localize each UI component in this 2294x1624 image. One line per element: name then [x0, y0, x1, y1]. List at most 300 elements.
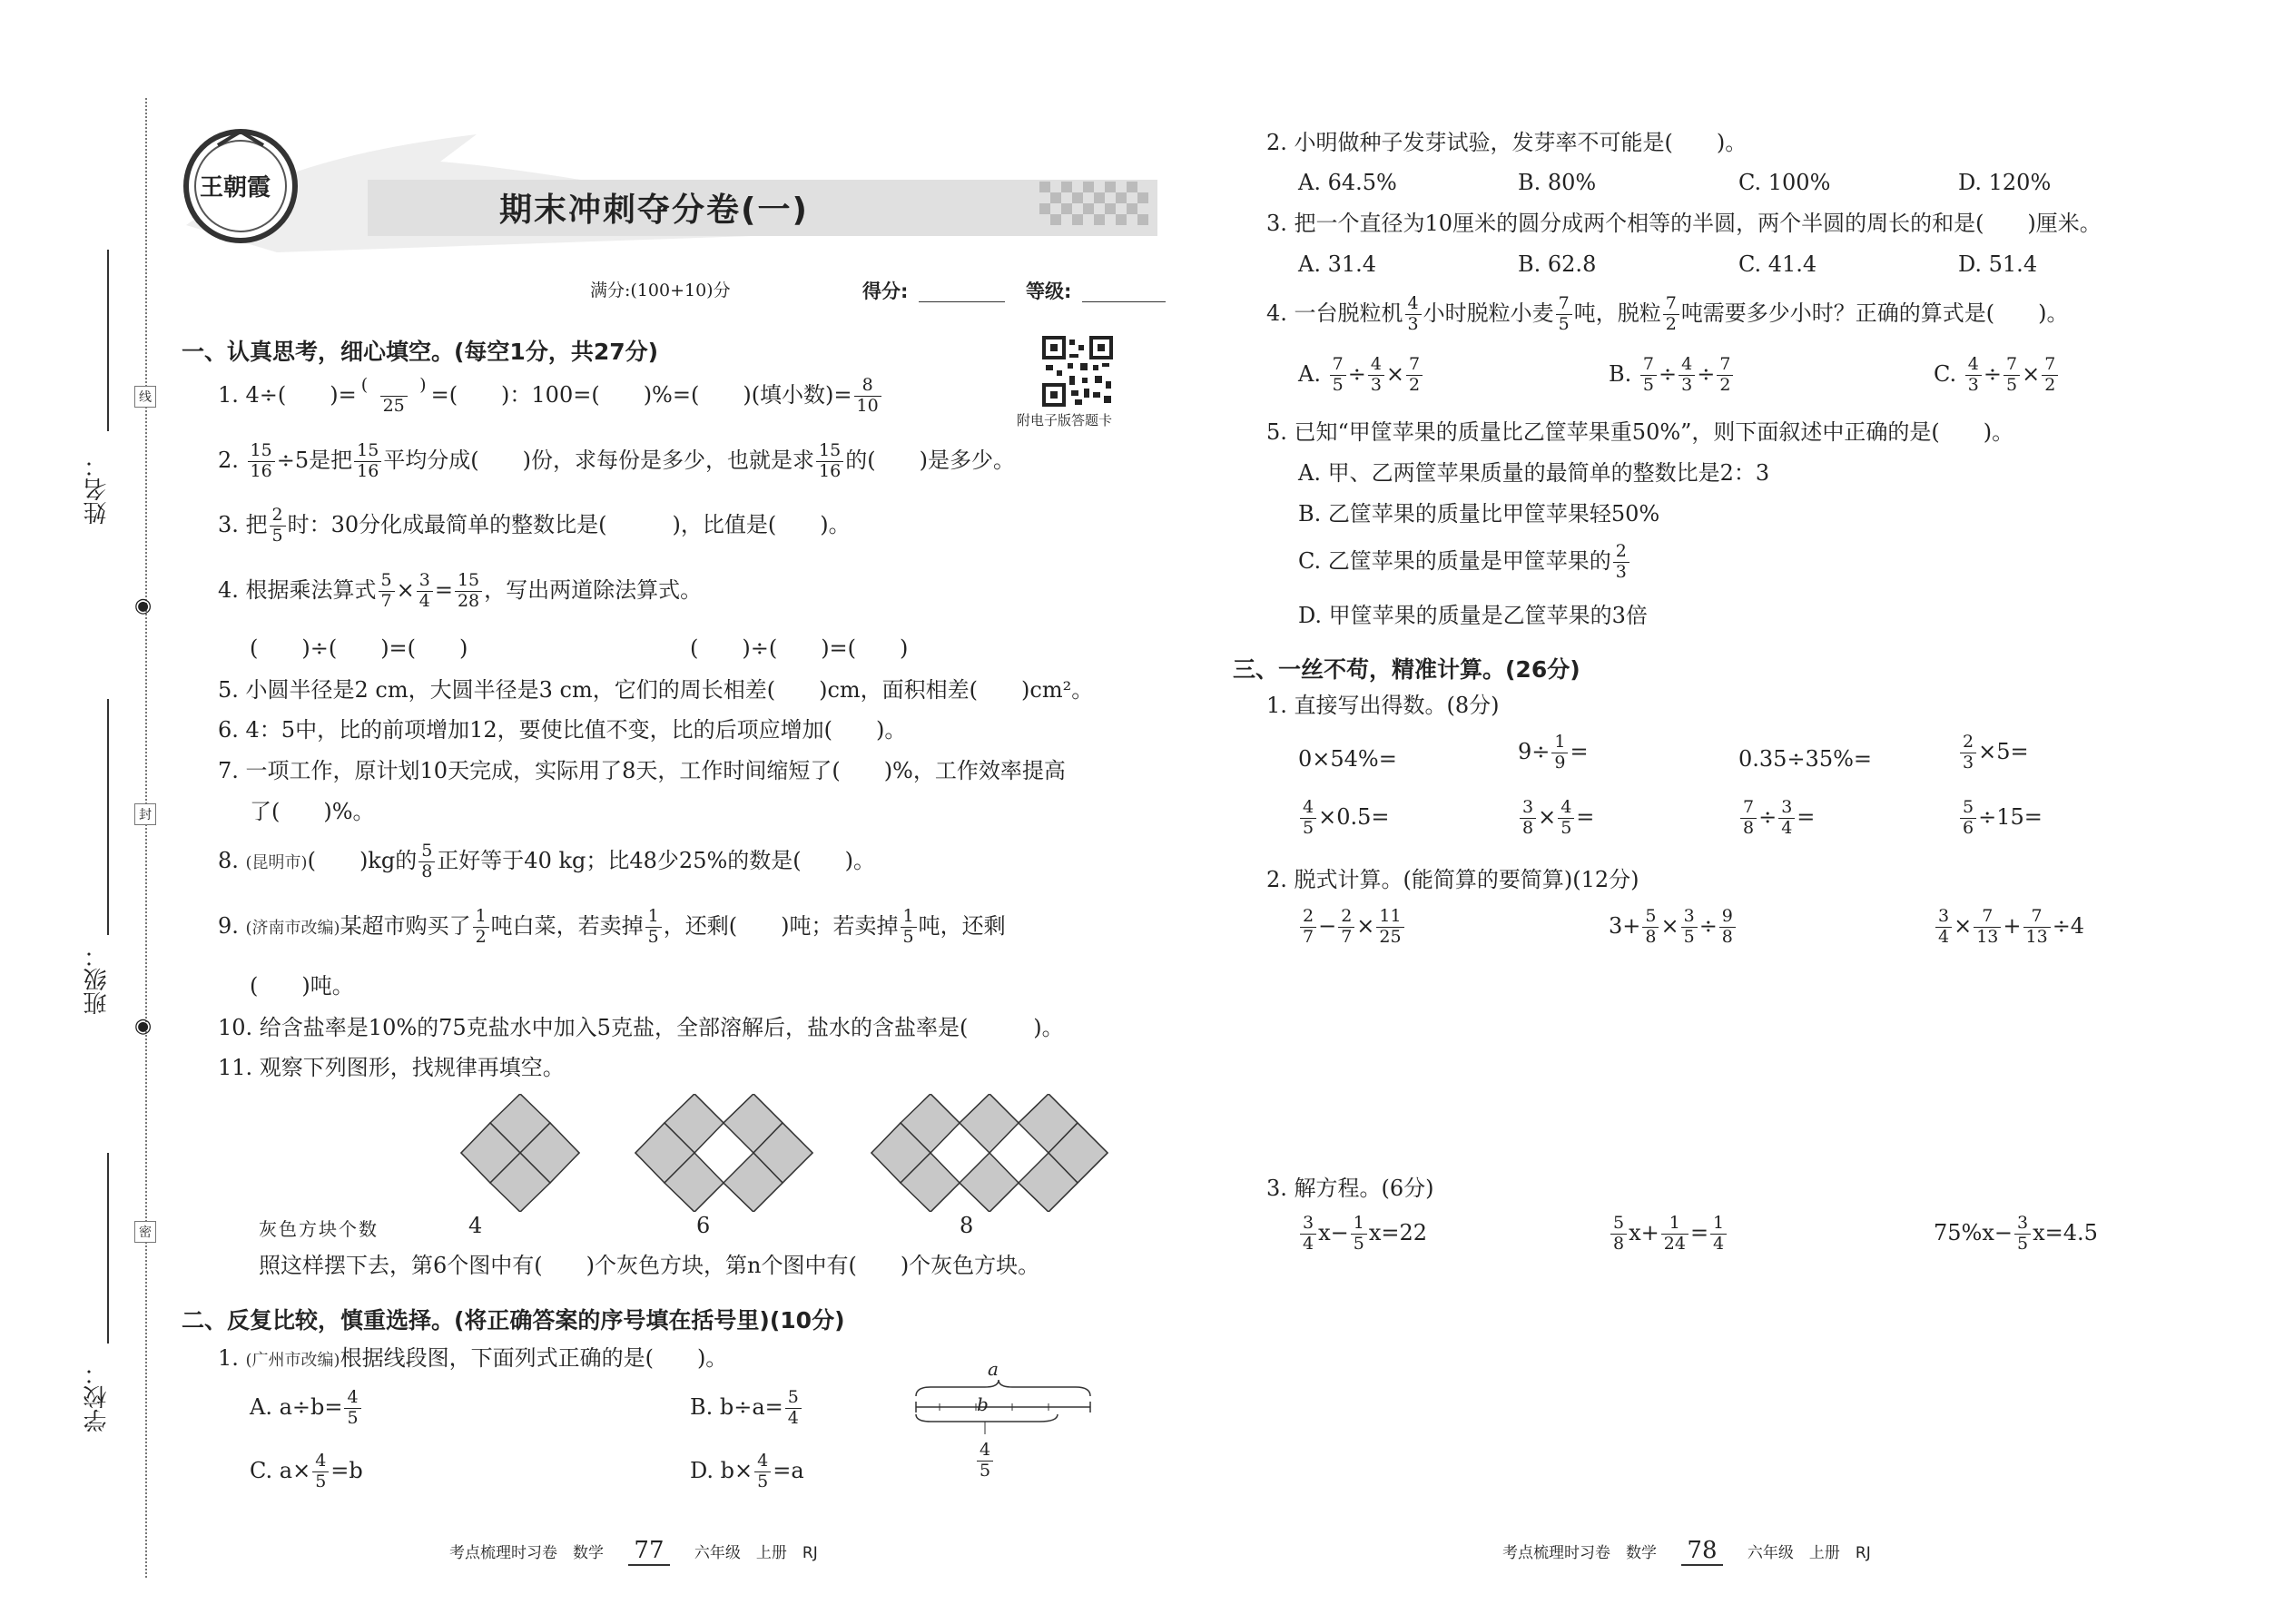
q1-text-b: =( )：100=( )%=( )(填小数)= — [430, 381, 852, 408]
name-label: 姓名： — [84, 454, 111, 525]
fraction — [1740, 799, 1757, 838]
fraction — [1661, 1215, 1689, 1254]
s2-question-4 — [1266, 295, 2069, 334]
frac-den: 3 — [1368, 375, 1384, 395]
fraction — [1330, 356, 1346, 395]
fraction — [901, 908, 917, 947]
frac-num: 7 — [1743, 797, 1755, 817]
fraction — [1558, 799, 1574, 838]
s3-part-1-title: 1. 直接写出得数。(8分) — [1266, 693, 1500, 718]
fraction — [1520, 799, 1536, 838]
equation-3[interactable] — [1934, 1215, 2098, 1254]
op: ÷4 — [2052, 912, 2085, 939]
fraction — [1405, 295, 1422, 334]
frac-num: 5 — [1613, 1213, 1625, 1233]
frac-den: 5 — [2014, 1234, 2031, 1254]
frac-den: 2 — [1406, 375, 1423, 395]
option-text: A. a÷b= — [250, 1393, 343, 1420]
calc-item[interactable]: 0×54%= — [1298, 746, 1397, 772]
s2q2-option-d[interactable]: D. 120% — [1958, 170, 2052, 195]
binding-hole-icon: ◉ — [134, 595, 153, 617]
frac-num: 4 — [315, 1451, 327, 1471]
question-7-line2: 了( )%。 — [250, 799, 375, 824]
calc-text: ×0.5= — [1318, 803, 1390, 830]
frac-num: 3 — [1522, 797, 1534, 817]
frac-num: 7 — [1558, 293, 1570, 313]
option-b[interactable] — [690, 1389, 803, 1428]
frac-den: 25 — [1376, 927, 1403, 947]
q-text: 3. 把 — [218, 511, 268, 537]
calc-item[interactable] — [1518, 733, 1589, 773]
frac-num: 4 — [980, 1440, 991, 1460]
fraction — [1610, 1215, 1627, 1254]
calc-item[interactable] — [1958, 733, 2029, 773]
fraction — [785, 1389, 802, 1428]
frac-den: 5 — [270, 526, 286, 546]
frac-num: 4 — [1303, 797, 1314, 817]
q-text: ( )kg的 — [307, 847, 418, 873]
op: ÷ — [1659, 360, 1678, 387]
fraction — [754, 1452, 771, 1491]
frac-num: 1 — [1669, 1213, 1680, 1233]
op: ÷ — [1698, 912, 1718, 939]
op: × — [1660, 912, 1679, 939]
fraction — [1960, 799, 1976, 838]
frac-num: 4 — [757, 1451, 769, 1471]
op: × — [396, 576, 415, 603]
q-text: 吨需要多少小时？正确的算式是( )。 — [1680, 300, 2069, 326]
equation-2[interactable] — [1609, 1215, 1728, 1254]
answer-line-2[interactable]: ( )÷( )=( ) — [690, 635, 909, 661]
op: ÷ — [1758, 803, 1777, 830]
option-text: B. b÷a= — [690, 1393, 783, 1420]
frac-num: 4 — [347, 1387, 359, 1407]
question-11-tail: 照这样摆下去，第6个图中有( )个灰色方块，第n个图中有( )个灰色方块。 — [259, 1253, 1040, 1278]
frac-num: 4 — [1561, 797, 1572, 817]
q-text: 根据线段图，下面列式正确的是( )。 — [340, 1345, 728, 1371]
frac-num: 1 — [902, 906, 914, 926]
frac-den: 5 — [312, 1471, 329, 1491]
class-label: 班级： — [84, 944, 111, 1015]
frac-den: 2 — [2042, 375, 2058, 395]
frac-den: 8 — [1719, 927, 1736, 947]
section3-heading: 三、一丝不苟，精准计算。(26分) — [1233, 656, 1580, 683]
frac-den: 5 — [1556, 314, 1572, 334]
fraction — [344, 1389, 360, 1428]
fraction — [248, 442, 275, 481]
fraction — [645, 908, 662, 947]
frac-den: 5 — [1351, 1234, 1367, 1254]
s2q2-option-a[interactable]: A. 64.5% — [1298, 170, 1397, 195]
frac-den: 24 — [1661, 1234, 1689, 1254]
grade-blank[interactable] — [1082, 301, 1166, 302]
footer-left — [449, 1537, 818, 1564]
fraction — [1551, 733, 1568, 773]
frac-num: 5 — [421, 841, 433, 861]
pattern-figures — [399, 1094, 1144, 1212]
frac-num: 2 — [1963, 732, 1974, 752]
question-4 — [218, 572, 702, 611]
option-text: =b — [330, 1457, 363, 1483]
fraction — [473, 908, 489, 947]
s2q5-option-d[interactable]: D. 甲筐苹果的质量是乙筐苹果的3倍 — [1298, 603, 1648, 628]
score-label: 得分: — [862, 281, 909, 302]
frac-den: 13 — [2023, 927, 2051, 947]
frac-num: 3 — [1938, 906, 1950, 926]
frac-den: 4 — [1778, 818, 1795, 838]
frac-den: 2 — [473, 927, 489, 947]
fraction — [1681, 908, 1698, 947]
s2q5-option-a[interactable]: A. 甲、乙两筐苹果质量的最简单的整数比是2：3 — [1298, 460, 1770, 486]
answer-line-1[interactable]: ( )÷( )=( ) — [250, 635, 468, 661]
q-text: 某超市购买了 — [340, 912, 471, 939]
section1-heading: 一、认真思考，细心填空。(每空1分，共27分) — [182, 339, 659, 365]
frac-den: 4 — [417, 591, 433, 611]
op: ÷ — [1347, 360, 1366, 387]
page-title: 期末冲刺夺分卷(一) — [499, 192, 809, 229]
eq-text: 75%x− — [1934, 1219, 2013, 1245]
score-blank[interactable] — [919, 301, 1005, 302]
calc-item[interactable] — [1738, 799, 1815, 838]
frac-num: 2 — [1615, 541, 1627, 561]
pattern-count-3: 8 — [960, 1213, 974, 1238]
op: ÷ — [1697, 360, 1716, 387]
frac-num: 1 — [475, 906, 487, 926]
frac-den: 8 — [1642, 927, 1659, 947]
frac-num: 3 — [1683, 906, 1695, 926]
segment-label-a: a — [988, 1358, 999, 1380]
calc-text: 9÷ — [1518, 738, 1551, 764]
frac-num: 5 — [1645, 906, 1657, 926]
footer-text: 六年级 上册 RJ — [1747, 1544, 1871, 1562]
calc-item[interactable] — [1958, 799, 2043, 838]
full-score: 满分:(100+10)分 — [590, 281, 731, 300]
frac-num: 3 — [418, 570, 430, 590]
frac-num: 1 — [647, 906, 659, 926]
frac-den: 5 — [1300, 818, 1316, 838]
frac-den: 16 — [354, 461, 381, 481]
calc-text: ÷15= — [1978, 803, 2043, 830]
frac-num: 7 — [1332, 354, 1344, 374]
seal-box-bottom: 密 — [134, 1221, 156, 1243]
fraction — [1351, 1215, 1367, 1254]
frac-num: 15 — [457, 570, 480, 590]
op: × — [1954, 912, 1973, 939]
calc-item[interactable]: 0.35÷35%= — [1738, 746, 1872, 772]
fraction — [1556, 295, 1572, 334]
footer-text: 六年级 上册 RJ — [694, 1544, 818, 1562]
frac-den: 5 — [1640, 375, 1657, 395]
frac-den: 5 — [901, 927, 917, 947]
s3-part-2-title: 2. 脱式计算。(能简算的要简算)(12分) — [1266, 867, 1639, 892]
q-text: ÷5是把 — [276, 447, 353, 473]
q-text: 吨白菜，若卖掉 — [490, 912, 644, 939]
frac-den: 4 — [1300, 1234, 1316, 1254]
fraction — [312, 1452, 329, 1491]
s2q5-option-c[interactable] — [1298, 543, 1631, 582]
fraction — [1679, 356, 1695, 395]
qr-caption: 附电子版答题卡 — [1017, 412, 1113, 428]
frac-den: 4 — [785, 1408, 802, 1428]
question-9 — [218, 908, 1006, 947]
frac-den: 28 — [455, 591, 482, 611]
question-7-line1: 7. 一项工作，原计划10天完成，实际用了8天，工作时间缩短了( )%，工作效率提高 — [218, 758, 1066, 783]
fraction — [1965, 356, 1982, 395]
s2q5-option-b[interactable]: B. 乙筐苹果的质量比甲筐苹果轻50% — [1298, 501, 1660, 527]
s2q2-option-b[interactable]: B. 80% — [1518, 170, 1597, 195]
frac-num: 5 — [380, 570, 392, 590]
fraction — [977, 1442, 993, 1481]
fraction[interactable]: ( ) 25 — [360, 375, 427, 416]
pattern-count-2: 6 — [696, 1213, 711, 1238]
frac-num: 7 — [1719, 354, 1731, 374]
frac-num: 7 — [2031, 906, 2043, 926]
eq-text: x=4.5 — [2033, 1219, 2098, 1245]
q-text: ，还剩( )吨；若卖掉 — [663, 912, 899, 939]
q-text: 4. 根据乘法算式 — [218, 576, 377, 603]
frac-num: 15 — [250, 440, 272, 460]
school-underline — [107, 1153, 109, 1343]
fraction — [1406, 356, 1423, 395]
footer-text: 考点梳理时习卷 数学 — [1502, 1544, 1657, 1562]
frac-den: 8 — [1610, 1234, 1627, 1254]
school-label: 学校： — [84, 1362, 111, 1432]
fraction — [1368, 356, 1384, 395]
seal-box-top: 线 — [134, 386, 156, 408]
q-text: ，写出两道除法算式。 — [484, 576, 703, 603]
question-1 — [218, 377, 883, 416]
frac-num: 7 — [1642, 354, 1654, 374]
frac-num: 5 — [787, 1387, 799, 1407]
frac-num: 3 — [1781, 797, 1793, 817]
frac-den: 8 — [418, 861, 435, 881]
frac-den: 8 — [1520, 818, 1536, 838]
calc-text: = — [1570, 738, 1589, 764]
op: × — [2022, 360, 2041, 387]
frac-num: 7 — [1982, 906, 1994, 926]
segment-label-b: b — [977, 1393, 989, 1415]
frac-den: 13 — [1974, 927, 2001, 947]
question-2 — [218, 442, 1015, 481]
fraction — [417, 572, 433, 611]
question-9-line2: ( )吨。 — [250, 973, 354, 999]
op: × — [1356, 912, 1375, 939]
question-8 — [218, 842, 875, 881]
segment-fraction — [975, 1442, 995, 1481]
frac-den: 9 — [1551, 753, 1568, 773]
frac-den: 3 — [1613, 562, 1629, 582]
fraction — [1613, 543, 1629, 582]
option-text: C. a× — [250, 1457, 311, 1483]
qr-code[interactable] — [1042, 336, 1113, 407]
q-num: 8. — [218, 847, 246, 873]
grade-label: 等级: — [1026, 281, 1072, 302]
frac-num: 4 — [1407, 293, 1419, 313]
question-6: 6. 4：5中，比的前项增加12，要使比值不变，比的后项应增加( )。 — [218, 717, 907, 743]
eq-text: x=22 — [1368, 1219, 1428, 1245]
fraction — [2023, 908, 2051, 947]
frac-num: 2 — [1303, 906, 1314, 926]
option-a[interactable] — [250, 1389, 363, 1428]
fraction — [418, 842, 435, 881]
q-text: 的( )是多少。 — [845, 447, 1015, 473]
frac-num: 4 — [1967, 354, 1979, 374]
frac-num: 15 — [357, 440, 379, 460]
frac-den: 16 — [248, 461, 275, 481]
frac-den: 3 — [1965, 375, 1982, 395]
fraction — [816, 442, 843, 481]
calc-item[interactable] — [1518, 799, 1594, 838]
name-underline — [107, 250, 109, 431]
frac-den: 6 — [1960, 818, 1976, 838]
calc-text: = — [1797, 803, 1816, 830]
fraction — [1640, 356, 1657, 395]
fraction — [1338, 908, 1354, 947]
frac-num: 7 — [1665, 293, 1677, 313]
s2-question-5: 5. 已知“甲筐苹果的质量比乙筐苹果重50%”，则下面叙述中正确的是( )。 — [1266, 419, 2014, 445]
fraction — [1960, 733, 1976, 773]
frac-den: 8 — [1740, 818, 1757, 838]
section2-heading: 二、反复比较，慎重选择。(将正确答案的序号填在括号里)(10分) — [182, 1307, 845, 1334]
eq-text: x+ — [1629, 1219, 1659, 1245]
question-3 — [218, 507, 851, 546]
fraction — [1300, 799, 1316, 838]
binding-hole-icon: ◉ — [134, 1015, 153, 1038]
s2q4-option-a[interactable] — [1298, 356, 1424, 395]
frac-den: 3 — [1405, 314, 1422, 334]
s2q3-option-c[interactable]: C. 41.4 — [1738, 251, 1817, 277]
frac-num: 4 — [1370, 354, 1382, 374]
s2q3-option-a[interactable]: A. 31.4 — [1298, 251, 1377, 277]
op: 3+ — [1609, 912, 1641, 939]
frac-den: 3 — [1960, 753, 1976, 773]
frac-den: 7 — [379, 591, 395, 611]
class-underline — [107, 699, 109, 935]
op: × — [1538, 803, 1557, 830]
pattern-count-1: 4 — [468, 1213, 483, 1238]
expr-1[interactable] — [1298, 908, 1406, 947]
frac-den: 5 — [754, 1471, 771, 1491]
option-text: D. b× — [690, 1457, 753, 1483]
q-text: 吨，还剩 — [918, 912, 1006, 939]
fraction — [1376, 908, 1403, 947]
frac-den: 5 — [344, 1408, 360, 1428]
q-text: 时：30分化成最简单的整数比是( )，比值是( )。 — [287, 511, 851, 537]
fraction — [1300, 908, 1316, 947]
op: ÷ — [1983, 360, 2002, 387]
q-num: 1. — [218, 1345, 246, 1371]
option-text: =a — [773, 1457, 804, 1483]
frac-num: 1 — [1713, 1213, 1725, 1233]
page-number: 78 — [1681, 1537, 1722, 1566]
cut-line — [145, 98, 147, 1578]
frac-num: 8 — [861, 375, 873, 395]
equation-1[interactable] — [1298, 1215, 1427, 1254]
fraction — [1935, 908, 1952, 947]
frac-num: 3 — [1303, 1213, 1314, 1233]
expr-3[interactable] — [1934, 908, 2084, 947]
frac-num: 5 — [1963, 797, 1974, 817]
frac-den: 5 — [1681, 927, 1698, 947]
calc-text: = — [1576, 803, 1595, 830]
fraction — [2004, 356, 2020, 395]
pattern-caption: 灰色方块个数 — [259, 1218, 379, 1240]
frac-den: 25 — [380, 396, 408, 416]
option-text: A. — [1298, 360, 1321, 387]
option-text: C. 乙筐苹果的质量是甲筐苹果的 — [1298, 547, 1611, 574]
frac-num: 9 — [1721, 906, 1733, 926]
q-num: 9. — [218, 912, 246, 939]
frac-num: 7 — [1409, 354, 1421, 374]
fraction — [1642, 908, 1659, 947]
fraction — [455, 572, 482, 611]
calc-text: ×5= — [1978, 738, 2029, 764]
frac-den: 5 — [2004, 375, 2020, 395]
frac-den: 5 — [1558, 818, 1574, 838]
frac-num: 2 — [1341, 906, 1353, 926]
fraction — [1663, 295, 1679, 334]
frac-num: 4 — [1681, 354, 1693, 374]
s2q2-option-c[interactable]: C. 100% — [1738, 170, 1831, 195]
option-c[interactable] — [250, 1452, 363, 1491]
op: − — [1318, 912, 1337, 939]
source-tag: (广州市改编) — [245, 1351, 340, 1370]
segment-diagram — [912, 1380, 1094, 1434]
fraction — [379, 572, 395, 611]
s2q4-option-c[interactable] — [1934, 356, 2060, 395]
frac-den: 2 — [1663, 314, 1679, 334]
question-11: 11. 观察下列图形，找规律再填空。 — [218, 1055, 565, 1080]
frac-num: 15 — [819, 440, 842, 460]
source-tag: (济南市改编) — [245, 918, 340, 938]
frac-den: 4 — [1935, 927, 1952, 947]
expr-2[interactable] — [1609, 908, 1738, 947]
q-num: 2. — [218, 447, 239, 473]
frac-den: 16 — [816, 461, 843, 481]
option-text: B. — [1609, 360, 1632, 387]
seal-box-mid: 封 — [134, 803, 156, 825]
fraction — [854, 377, 881, 416]
frac-num: 2 — [271, 505, 283, 525]
frac-num: 3 — [2017, 1213, 2029, 1233]
footer-text: 考点梳理时习卷 数学 — [449, 1544, 604, 1562]
s2q3-option-d[interactable]: D. 51.4 — [1958, 251, 2038, 277]
fraction — [1974, 908, 2001, 947]
s2-question-1 — [218, 1345, 727, 1372]
eq-text: = — [1689, 1219, 1709, 1245]
option-text: C. — [1934, 360, 1957, 387]
eq-text: x− — [1318, 1219, 1349, 1245]
frac-den: 7 — [1338, 927, 1354, 947]
page-number: 77 — [628, 1537, 669, 1566]
frac-den: 3 — [1679, 375, 1695, 395]
op: × — [1385, 360, 1405, 387]
s2-question-2: 2. 小明做种子发芽试验，发芽率不可能是( )。 — [1266, 130, 1748, 155]
fraction — [1778, 799, 1795, 838]
s2q3-option-b[interactable]: B. 62.8 — [1518, 251, 1597, 277]
option-d[interactable] — [690, 1452, 804, 1491]
calc-item[interactable] — [1298, 799, 1389, 838]
frac-den: 5 — [977, 1461, 993, 1481]
frac-num: 1 — [1554, 732, 1566, 752]
s2q4-option-b[interactable] — [1609, 356, 1735, 395]
s2-question-3: 3. 把一个直径为10厘米的圆分成两个相等的半圆，两个半圆的周长的和是( )厘米。 — [1266, 211, 2102, 236]
frac-num: 7 — [2044, 354, 2056, 374]
q-text: 正好等于40 kg；比48少25%的数是( )。 — [437, 847, 875, 873]
q-text: 4. 一台脱粒机 — [1266, 300, 1403, 326]
frac-den: 5 — [645, 927, 662, 947]
frac-den: 7 — [1300, 927, 1316, 947]
